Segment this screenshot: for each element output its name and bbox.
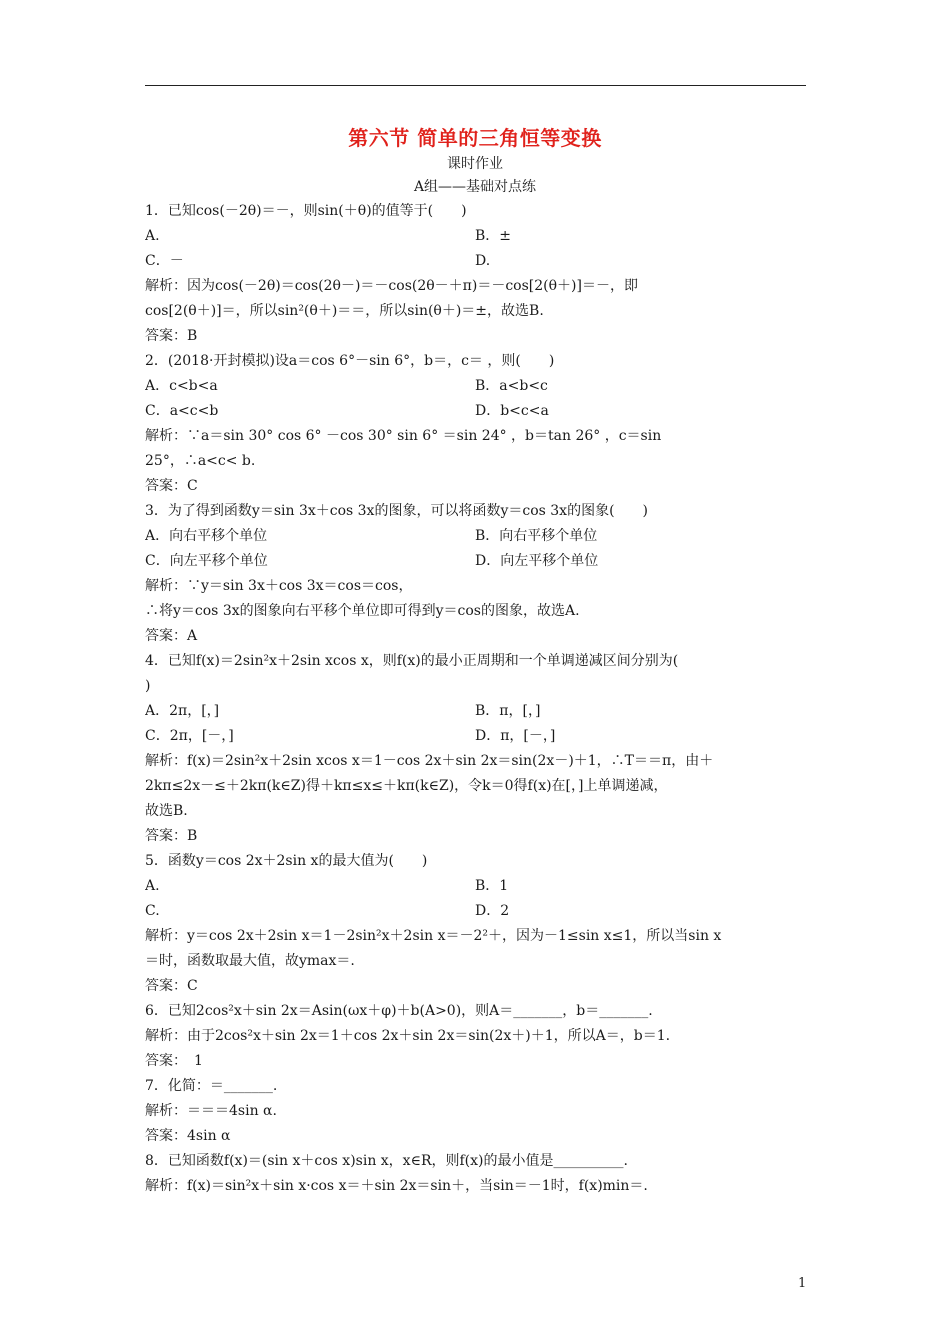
option-right: D．2: [475, 903, 510, 919]
text-line: A．c<b<a: [145, 378, 218, 394]
text-line: 8．已知函数f(x)＝(sin x＋cos x)sin x，x∈R，则f(x)的最小值是__________.: [145, 1153, 628, 1169]
text-line: A.: [145, 228, 160, 244]
text-line: 解析：∵a＝sin 30° cos 6° －cos 30° sin 6° ＝sin 24° ，b＝tan 26° ，c＝sin: [145, 428, 662, 444]
option-right: D.: [475, 253, 491, 269]
text-line: ＝时，函数取最大值，故ymax＝.: [145, 953, 355, 969]
text-line: 答案：A: [145, 628, 198, 644]
option-right: B．a<b<c: [475, 378, 548, 394]
text-line: 答案： 1: [145, 1053, 203, 1069]
text-line: 7．化简：＝_______.: [145, 1078, 278, 1094]
header-rule: [145, 85, 806, 86]
text-line: C．a<c<b: [145, 403, 219, 419]
option-right: B．向右平移个单位: [475, 528, 598, 544]
text-line: ∴将y＝cos 3x的图象向右平移个单位即可得到y＝cos的图象，故选A.: [145, 603, 580, 619]
text-line: 故选B.: [145, 803, 188, 819]
text-line: 解析：f(x)＝2sin²x＋2sin xcos x＝1－cos 2x＋sin 2x＝sin(2x－)＋1，∴T＝＝π，由＋: [145, 753, 714, 769]
subtitle: 课时作业: [447, 156, 503, 172]
section-title: 第六节 简单的三角恒等变换: [348, 126, 602, 150]
option-right: B．1: [475, 878, 509, 894]
text-line: 解析：由于2cos²x＋sin 2x＝1＋cos 2x＋sin 2x＝sin(2x＋)＋1，所以A＝，b＝1.: [145, 1028, 671, 1044]
option-right: D．向左平移个单位: [475, 553, 599, 569]
text-line: A．2π，[，]: [145, 703, 220, 719]
text-line: 5．函数y＝cos 2x＋2sin x的最大值为( ): [145, 853, 428, 869]
text-line: 解析：∵y＝sin 3x＋cos 3x＝cos＝cos，: [145, 578, 413, 594]
text-line: C．2π，[－，]: [145, 728, 234, 744]
option-right: D．b<c<a: [475, 403, 549, 419]
text-line: 1．已知cos(－2θ)＝－，则sin(＋θ)的值等于( ): [145, 203, 467, 219]
text-line: 答案：C: [145, 478, 198, 494]
option-right: D．π，[－，]: [475, 728, 556, 744]
text-line: ): [145, 678, 151, 694]
page-number: 1: [798, 1276, 807, 1291]
text-line: 答案：B: [145, 828, 198, 844]
text-line: 解析：＝＝＝4sin α.: [145, 1103, 277, 1119]
text-line: cos[2(θ＋)]＝，所以sin²(θ＋)＝＝，所以sin(θ＋)＝±，故选B.: [145, 303, 544, 319]
text-line: 2．(2018·开封模拟)设a＝cos 6°－sin 6°，b＝，c＝ ，则( ): [145, 353, 555, 369]
text-line: A.: [145, 878, 160, 894]
text-line: 答案：C: [145, 978, 198, 994]
text-line: 2kπ≤2x－≤＋2kπ(k∈Z)得＋kπ≤x≤＋kπ(k∈Z)，令k＝0得f(x)在[，]上单调递减，: [145, 778, 668, 794]
text-line: 解析：f(x)＝sin²x＋sin x·cos x＝＋sin 2x＝sin＋，当sin＝－1时，f(x)min＝.: [145, 1178, 648, 1194]
text-line: 4．已知f(x)＝2sin²x＋2sin xcos x，则f(x)的最小正周期和一个单调递减区间分别为(: [145, 653, 679, 669]
text-line: 3．为了得到函数y＝sin 3x＋cos 3x的图象，可以将函数y＝cos 3x的图象( ): [145, 503, 648, 519]
text-line: 答案：B: [145, 328, 198, 344]
group-heading: A组——基础对点练: [413, 179, 537, 195]
text-line: C．向左平移个单位: [145, 553, 268, 569]
option-right: B．±: [475, 228, 512, 244]
text-line: C．－: [145, 253, 184, 269]
text-line: C.: [145, 903, 160, 919]
option-right: B．π，[，]: [475, 703, 541, 719]
text-line: 答案：4sin α: [145, 1128, 231, 1144]
text-line: 解析：因为cos(－2θ)＝cos(2θ－)＝－cos(2θ－＋π)＝－cos[2(θ＋)]＝－，即: [145, 278, 638, 294]
text-line: A．向右平移个单位: [145, 528, 268, 544]
text-line: 6．已知2cos²x＋sin 2x＝Asin(ωx＋φ)＋b(A>0)，则A＝_______，b＝_______.: [145, 1003, 653, 1019]
text-line: 25°，∴a<c< b.: [145, 453, 256, 469]
text-line: 解析：y＝cos 2x＋2sin x＝1－2sin²x＋2sin x＝－2²＋，因为－1≤sin x≤1，所以当sin x: [145, 928, 722, 944]
